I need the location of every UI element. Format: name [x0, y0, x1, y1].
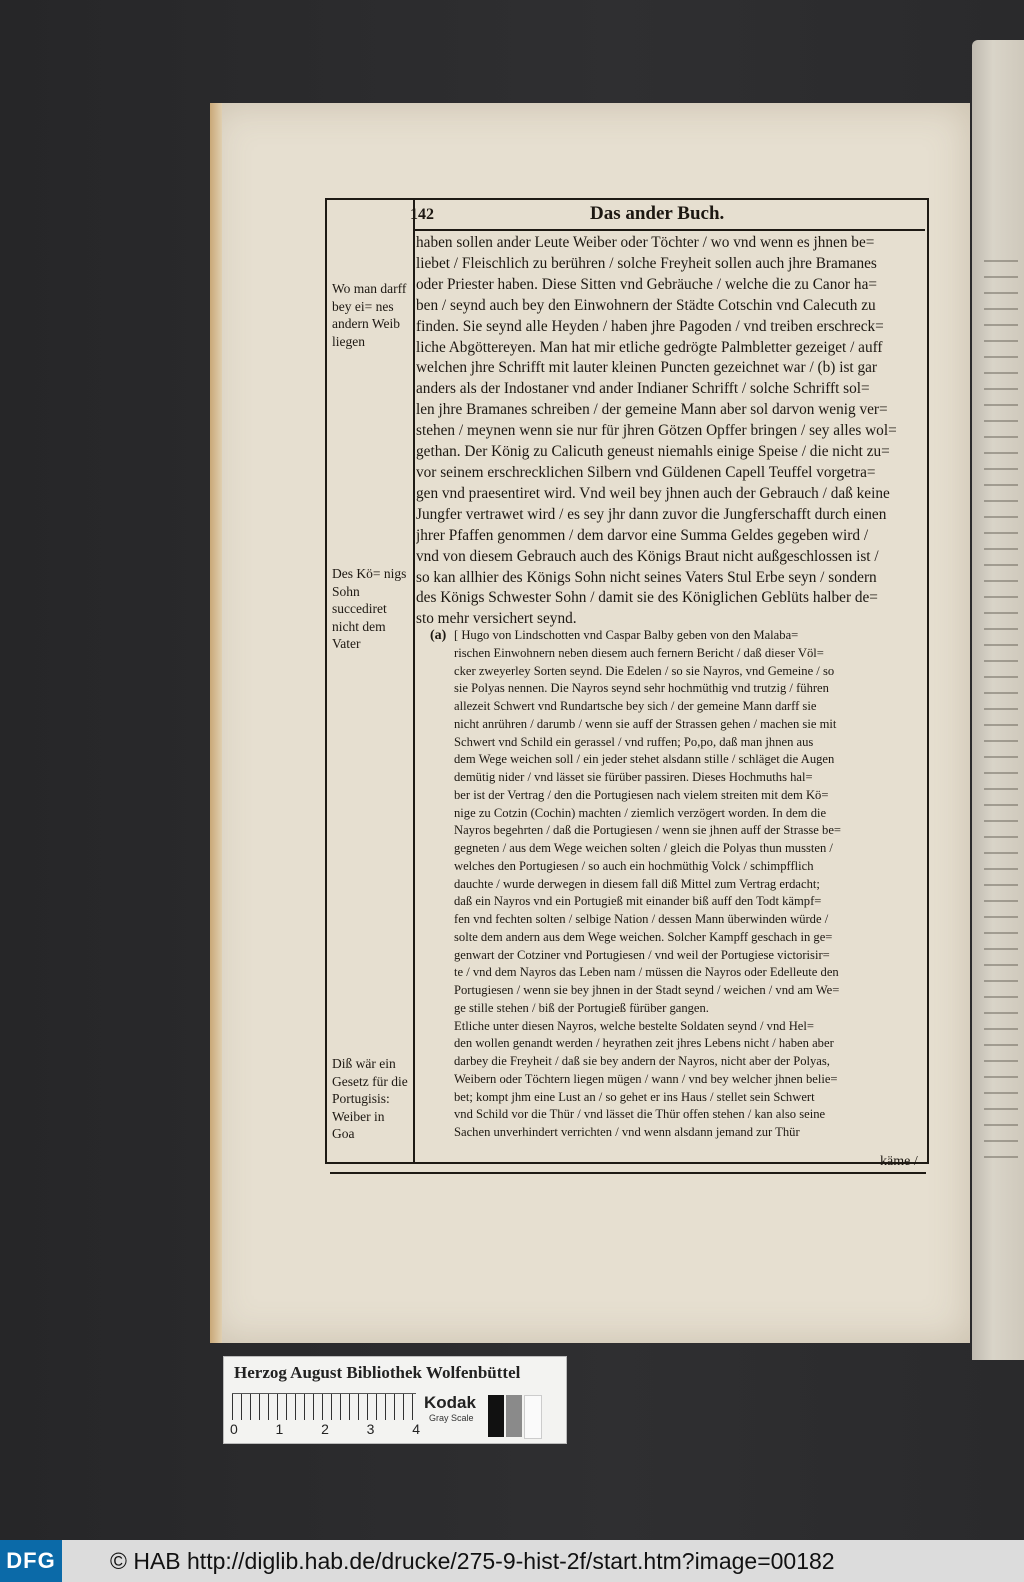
catchword: käme / [880, 1154, 918, 1169]
gray-scale-label: Gray Scale [429, 1413, 474, 1423]
ruler-number: 0 [230, 1421, 238, 1437]
main-text-line: anders als der Indostaner vnd ander Indianer Schrifft / solche Schrifft sol= [416, 380, 870, 398]
footnote-line: dem Wege weichen soll / ein jeder stehet alsdann stille / schläget die Augen [454, 752, 835, 767]
gray-swatch-mid [506, 1395, 522, 1437]
footnote-line: nige zu Cotzin (Cochin) machten / ziemlich verzögert worden. In dem die [454, 805, 827, 820]
footnote-line: demütig nider / vnd lässet sie fürüber passiren. Dieses Hochmuths hal= [454, 770, 813, 784]
ruler-number: 1 [275, 1421, 284, 1437]
main-text-line: liche Abgöttereyen. Man hat mir etliche gedrögte Palmbletter gezeiget / auff [416, 338, 883, 356]
footnote-line: darbey die Freyheit / daß sie bey andern der Nayros, nicht aber der Polyas, [454, 1054, 830, 1068]
adjacent-page-edge [972, 40, 1024, 1360]
footnote-line: Sachen unverhindert verrichten / vnd wenn alsdann jemand zur Thür [454, 1125, 800, 1139]
footnote-line: welches den Portugiesen / so auch ein hochmüthig Volck / schimpfflich [454, 858, 814, 873]
footnote-line: Nayros begehrten / daß die Portugiesen / wenn sie jhnen auff der Strasse be= [454, 823, 842, 838]
footnote-line: den wollen genandt werden / heyrathen zeit jhres Lebens nicht / haben aber [454, 1036, 834, 1051]
kodak-logo: Kodak [424, 1393, 476, 1412]
footnote-line: [ Hugo von Lindschotten vnd Caspar Balby geben von den Malaba= [454, 628, 799, 642]
running-head: Das ander Buch. [590, 203, 725, 224]
gray-swatch-black [488, 1395, 504, 1437]
institution-label: Herzog August Bibliothek Wolfenbüttel [234, 1363, 521, 1382]
footnote-line: genwart der Cotziner vnd Portugiesen / vnd weil der Portugiese victorisir= [454, 947, 830, 962]
page-gutter-edge [210, 103, 222, 1343]
footnote-line: ge stille stehen / biß der Portugieß fürüber gangen. [454, 1000, 709, 1015]
bottom-rule [330, 1172, 926, 1174]
footnote-line: ber ist der Vertrag / den die Portugiesen nach vielem streiten mit dem Kö= [454, 787, 829, 802]
footnote-line: cker zweyerley Sorten seynd. Die Edelen / so sie Nayros, vnd Gemeine / so [454, 663, 835, 678]
footnote-line: solte dem andern aus dem Wege weichen. Solcher Kampff geschach in ge= [454, 929, 833, 944]
main-text-line: jhrer Pfaffen genommen / dem darvor eine Summa Geldes gegeben wird / [416, 526, 869, 544]
ruler-number: 4 [412, 1421, 420, 1437]
gray-swatch-white [524, 1395, 542, 1439]
main-text-line: welchen jhre Schrifft mit lauter kleinen Puncten gezeichnet war / (b) ist gar [416, 359, 878, 377]
main-text-line: oder Priester haben. Diese Sitten vnd Gebräuche / welche die zu Canor ha= [416, 275, 877, 293]
main-text-line: stehen / meynen wenn sie nur für jhren Götzen Opffer bringen / sey alles wol= [416, 422, 897, 440]
footnote-mark: (a) [430, 628, 447, 643]
adjacent-page-text-lines [984, 260, 1018, 1160]
footnote-line: Portugiesen / wenn sie bey jhnen in der Stadt seynd / weichen / vnd am We= [454, 983, 840, 997]
main-text-line: finden. Sie seynd alle Heyden / haben jhre Pagoden / vnd treiben erschreck= [416, 317, 884, 335]
ruler-number: 2 [321, 1421, 329, 1437]
ruler-numbers [230, 1421, 420, 1437]
main-text-line: sto mehr versichert seynd. [416, 610, 577, 628]
footnote-line: Weibern oder Töchtern liegen mügen / wann / vnd bey welcher jhnen belie= [454, 1071, 838, 1086]
footnote-line: Schwert vnd Schild ein gerassel / vnd ruffen; Po,po, daß man jhnen aus [454, 734, 814, 749]
footnote-line: te / vnd dem Nayros das Leben nam / müssen die Nayros oder Edelleute den [454, 965, 839, 980]
footnote-line: Etliche unter diesen Nayros, welche bestelte Soldaten seynd / vnd Hel= [454, 1018, 814, 1033]
footnote-line: nicht anrühren / darumb / wenn sie auff der Strassen gehen / machen sie mit [454, 716, 837, 731]
main-text-line: Jungfer vertrawet wird / es sey jhr dann zuvor die Jungferschafft durch einen [416, 505, 887, 523]
main-text-line: vnd von diesem Gebrauch auch des Königs Braut nicht außgeschlossen ist / [416, 547, 879, 565]
footnote-line: gegneten / aus dem Wege weichen solten / gleich die Polyas thun mussten / [454, 841, 833, 855]
main-text-line: gen vnd praesentiret wird. Vnd weil bey jhnen auch der Gebrauch / daß keine [416, 484, 890, 502]
marginal-note: Wo man darff bey ei= nes andern Weib liegen [332, 281, 407, 349]
main-text-line: liebet / Fleischlich zu berühren / solche Freyheit sollen auch jhre Bramanes [416, 254, 877, 272]
viewer-footer [0, 1540, 1024, 1582]
main-text-line: gethan. Der König zu Calicuth geneust niemahls einige Speise / die nicht zu= [416, 443, 890, 461]
footnote-line: vnd Schild vor die Thür / vnd lässet die Thür offen stehen / kan also seine [454, 1107, 826, 1122]
ruler-number: 3 [366, 1421, 375, 1437]
header-rule [413, 229, 925, 231]
main-text-line: haben sollen ander Leute Weiber oder Töchter / wo vnd wenn es jhnen be= [416, 234, 875, 251]
footnote-line: sie Polyas nennen. Die Nayros seynd sehr hochmüthig vnd trutzig / führen [454, 681, 829, 696]
footnote-line: bet; kompt jhm eine Lust an / so gehet er ins Haus / stellet sein Schwert [454, 1089, 815, 1104]
page-number: 142 [410, 206, 434, 223]
footnote-line: allezeit Schwert vnd Rundartsche bey sich / der gemeine Mann darff sie [454, 699, 817, 713]
color-calibration-strip [223, 1356, 567, 1444]
main-text-block [416, 233, 922, 630]
main-text-line: des Königs Schwester Sohn / damit sie des Königlichen Geblüts halber de= [416, 589, 878, 607]
footnote-line: rischen Einwohnern neben diesem auch fernern Bericht / daß dieser Völ= [454, 645, 824, 660]
source-link[interactable]: © HAB http://diglib.hab.de/drucke/275-9-hist-2f/start.htm?image=00182 [110, 1548, 835, 1574]
dfg-logo: DFG [0, 1540, 62, 1582]
ruler-scale [232, 1393, 416, 1420]
main-text-line: len jhre Bramanes schreiben / der gemeine Mann aber sol darvon wenig ver= [416, 401, 888, 419]
marginal-note: Diß wär ein Gesetz für die Portugisis: Weiber in Goa [332, 1056, 408, 1141]
main-text-line: ben / seynd auch bey den Einwohnern der Städte Cotschin vnd Calecuth zu [416, 296, 876, 314]
footnote-line: fen vnd fechten solten / selbige Nation / dessen Mann überwinden würde / [454, 912, 829, 926]
main-text-line: vor seinem erschrecklichen Silbern vnd Güldenen Capell Teuffel vorgetra= [416, 463, 876, 481]
main-text-line: so kan allhier des Königs Sohn nicht seines Vaters Stul Erbe seyn / sondern [416, 568, 877, 586]
footnote-block [454, 627, 890, 1142]
marginal-note: Des Kö= nigs Sohn succediret nicht dem Vater [332, 566, 407, 651]
footnote-line: daß ein Nayros vnd ein Portugieß mit einander biß auff den Todt kämpf= [454, 894, 822, 909]
footnote-line: dauchte / wurde derwegen in diesem fall diß Mittel zum Vertrag erdacht; [454, 876, 820, 891]
margin-rule [413, 198, 415, 1162]
